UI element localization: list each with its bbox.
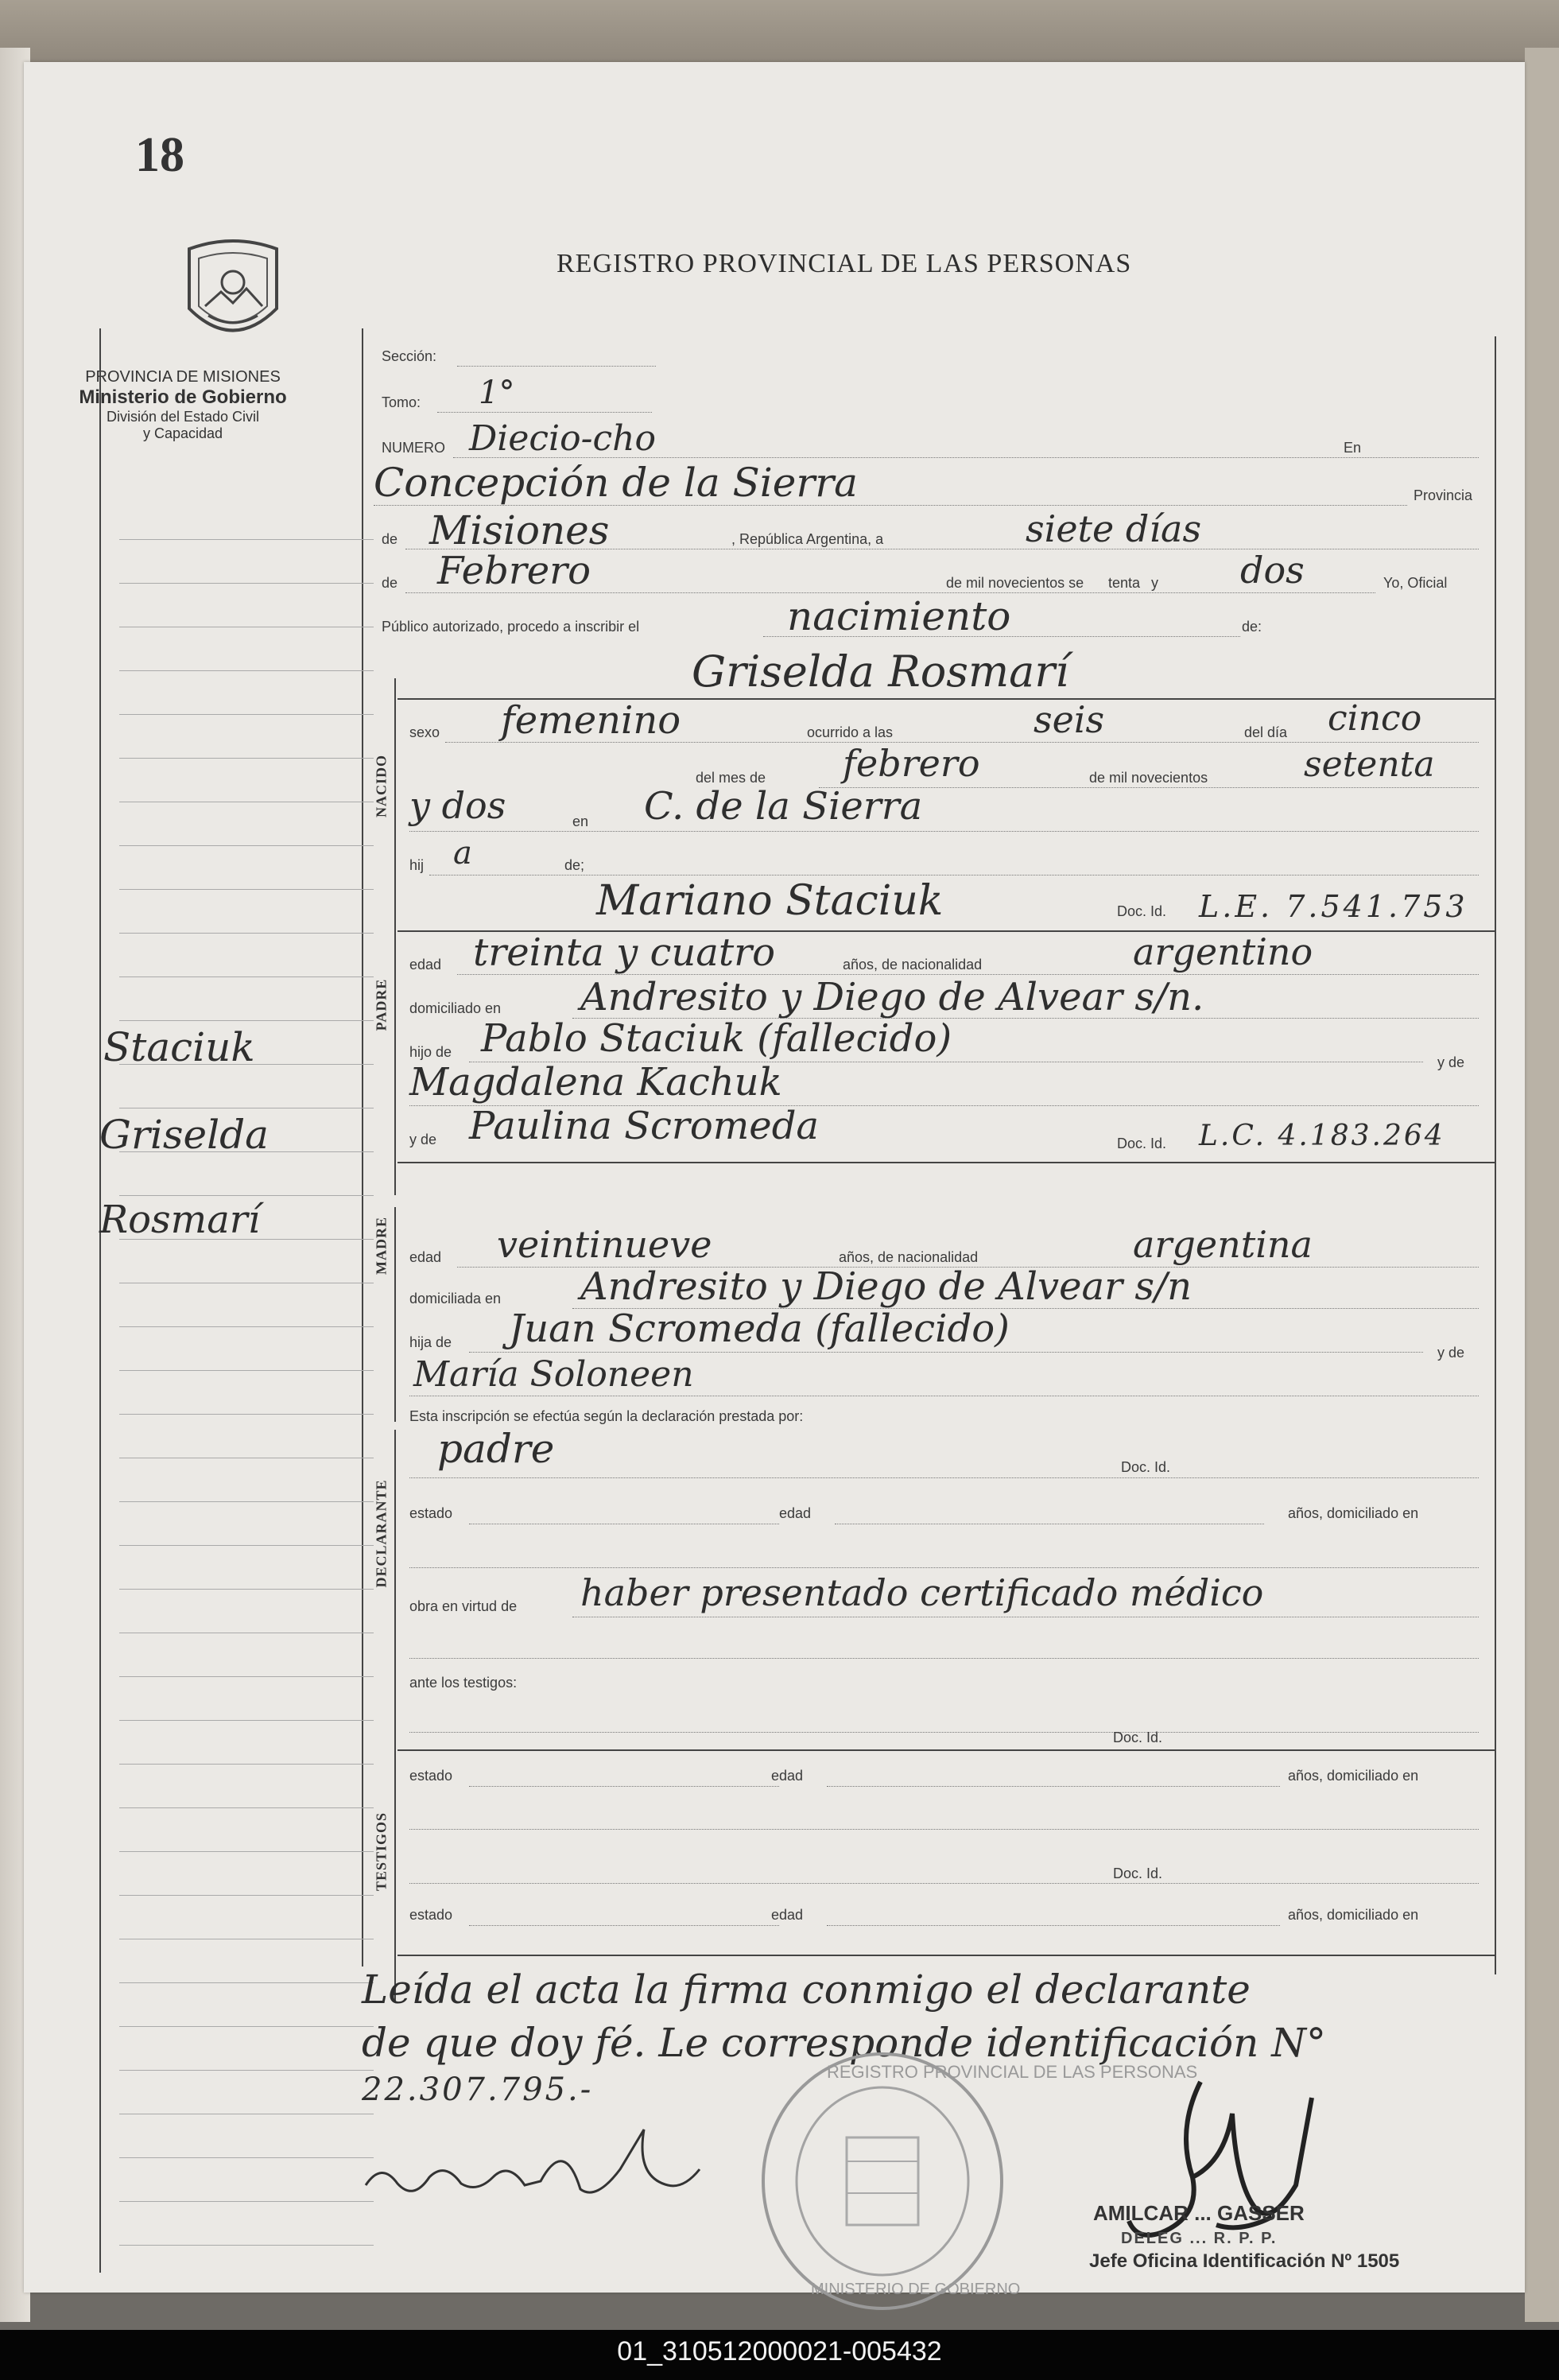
value-numero: Diecio-cho [469,418,656,459]
official-office: Jefe Oficina Identificación Nº 1505 [1089,2250,1400,2272]
line-estado-testigo-2 [469,1925,779,1926]
value-padre-hijo-de: Pablo Staciuk (fallecido) [481,1016,952,1061]
official-name: AMILCAR ... GASSER [1093,2201,1305,2225]
value-inscribir: nacimiento [787,593,1011,639]
value-madre-hija-de: Juan Scromeda (fallecido) [509,1306,1010,1351]
value-hij-suffix: a [453,835,472,872]
page-edge-right [1525,48,1559,2322]
margin-rule [119,1895,374,1896]
label-sexo: sexo [409,724,440,740]
nacido-bar [394,678,396,941]
margin-left-border [99,328,101,2273]
value-sexo: femenino [501,698,681,743]
margin-rule [119,714,374,715]
official-stamp-icon [759,2050,1006,2312]
label-doc-madre: Doc. Id. [1117,1136,1167,1151]
margin-rule [119,583,374,584]
margin-rule [119,976,374,977]
value-madre-doc: L.C. 4.183.264 [1199,1120,1445,1152]
label-estado-testigo-2: estado [409,1907,453,1923]
declarante-bar [394,1430,396,1748]
label-nac-padre: años, de nacionalidad [843,957,983,973]
rule-testigos-end [398,1955,1495,1956]
label-ocurrido: ocurrido a las [807,724,894,740]
label-doc-padre: Doc. Id. [1117,903,1167,919]
label-seccion: Sección: [382,348,437,364]
label-numero: NUMERO [382,440,445,456]
label-ante: ante los testigos: [409,1675,518,1691]
margin-rule [119,1545,374,1546]
margin-rule [119,758,374,759]
label-y-de-3: y de [1437,1345,1465,1361]
label-de-mil-1: de mil novecientos se [946,575,1084,591]
margin-rule [119,1807,374,1808]
line-edad-testigo-1 [827,1786,1280,1787]
line-hija-de [469,1352,1423,1353]
label-doc-testigo-1: Doc. Id. [1113,1730,1163,1745]
section-padre: PADRE [373,978,390,1031]
label-provincia: Provincia [1414,487,1473,503]
province-name: PROVINCIA DE MISIONES [85,368,281,386]
label-republica: , República Argentina, a [731,531,884,547]
label-de-1: de [382,531,398,547]
footer-band [0,2330,1559,2380]
declarant-signature [358,2114,708,2225]
label-anos-dom-declarante: años, domiciliado en [1288,1505,1419,1521]
section-testigos: TESTIGOS [373,1811,390,1892]
label-nac-madre: años, de nacionalidad [839,1249,979,1265]
margin-rule [119,1720,374,1721]
label-del-dia: del día [1244,724,1288,740]
margin-rule [119,1589,374,1590]
label-edad-madre: edad [409,1249,442,1265]
label-anos-dom-testigo-2: años, domiciliado en [1288,1907,1419,1923]
background-top [0,0,1559,72]
line-tomo [437,412,652,413]
label-del-mes: del mes de [696,770,766,786]
label-estado-testigo-1: estado [409,1768,453,1784]
label-de-semi: de; [564,857,585,873]
value-anio: dos [1240,549,1305,592]
value-nombre: Griselda Rosmarí [692,646,1069,697]
division-line-1: División del Estado Civil [106,409,260,425]
value-declarante: padre [437,1426,555,1472]
footer-id: 01_310512000021-005432 [617,2336,942,2366]
value-dia-nac: cinco [1328,698,1422,739]
line-estado-testigo-1 [469,1786,779,1787]
value-obra: haber presentado certificado médico [580,1571,1264,1614]
margin-right-border [362,328,363,1967]
value-anio-nac-a: setenta [1304,744,1435,785]
margin-rule [119,2070,374,2071]
label-edad-testigo-2: edad [771,1907,804,1923]
value-madre-edad: veintinueve [497,1223,712,1266]
margin-surname: Staciuk [103,1024,255,1070]
margin-rule [119,2201,374,2202]
label-y-de-2: y de [409,1132,437,1147]
margin-rule [119,1501,374,1502]
rule-testigos [398,1749,1495,1751]
label-hijo-de: hijo de [409,1044,452,1060]
line-numero [453,457,1479,458]
label-edad-testigo-1: edad [771,1768,804,1784]
margin-rule [119,2026,374,2027]
ministry-name: Ministerio de Gobierno [79,386,287,408]
document-title: REGISTRO PROVINCIAL DE LAS PERSONAS [557,249,1132,278]
label-de-colon: de: [1242,619,1262,635]
label-hij: hij [409,857,425,873]
value-padre-doc: L.E. 7.541.753 [1199,889,1468,924]
margin-rule [119,670,374,671]
margin-rule [119,1764,374,1765]
closing-line-3: 22.307.795.- [362,2071,594,2108]
margin-rule [119,1326,374,1327]
margin-rule [119,2245,374,2246]
margin-rule [119,2157,374,2158]
margin-middlename: Rosmarí [99,1198,261,1242]
value-provincia: Misiones [429,507,610,553]
line-dom-declarante [409,1567,1479,1568]
stamp-text: REGISTRO PROVINCIAL DE LAS PERSONAS [827,2062,1198,2082]
line-testigo-1 [409,1732,1479,1733]
label-dom-madre: domiciliada en [409,1291,502,1306]
value-padre-nac: argentino [1133,930,1313,973]
value-madre-dom: Andresito y Diego de Alvear s/n [580,1264,1193,1309]
closing-line-2: de que doy fé. Le corresponde identificación N° [362,2020,1326,2066]
margin-rule [119,539,374,540]
label-obra: obra en virtud de [409,1598,518,1614]
label-en: En [1344,440,1362,456]
line-inscribir [763,636,1240,637]
margin-rule [119,1851,374,1852]
margin-rule [119,845,374,846]
value-madre-nombre: Paulina Scromeda [469,1104,820,1148]
label-estado-declarante: estado [409,1505,453,1521]
label-dom-padre: domiciliado en [409,1000,502,1016]
value-padre-madre: Magdalena Kachuk [409,1060,782,1105]
rule-madre [398,1162,1495,1163]
label-en-lugar: en [572,813,589,829]
value-tomo: 1° [479,375,515,411]
value-mes: Febrero [437,549,591,593]
margin-rule [119,1370,374,1371]
label-edad-padre: edad [409,957,442,973]
value-anio-nac-b: y dos [409,784,506,827]
document-sheet [24,62,1525,2298]
line-lugar [374,505,1407,506]
label-doc-declarante: Doc. Id. [1121,1459,1171,1475]
label-de-2: de [382,575,398,591]
line-dom-testigo-1 [409,1829,1479,1830]
label-anos-dom-testigo-1: años, domiciliado en [1288,1768,1419,1784]
label-y: y [1151,575,1158,591]
label-de-mil-2: de mil novecientos [1089,770,1208,786]
value-hora: seis [1034,698,1105,741]
value-padre-nombre: Mariano Staciuk [596,877,944,925]
margin-firstname: Griselda [99,1112,269,1158]
line-declarante [409,1477,1479,1478]
line-seccion [457,366,656,367]
province-seal-icon [173,233,293,352]
value-tenta: tenta [1108,575,1141,591]
label-edad-declarante: edad [779,1505,812,1521]
margin-rule [119,1982,374,1983]
page-number: 18 [135,128,184,182]
line-edad-testigo-2 [827,1925,1280,1926]
label-doc-testigo-2: Doc. Id. [1113,1866,1163,1881]
margin-rule [119,1676,374,1677]
margin-rule [119,1195,374,1196]
line-hij [429,875,1479,876]
margin-rule [119,933,374,934]
label-tomo: Tomo: [382,394,421,410]
line-obra-2 [409,1658,1479,1659]
value-padre-edad: treinta y cuatro [473,930,775,975]
stamp-bottom-text: MINISTERIO DE GOBIERNO [811,2281,1021,2298]
label-inscripcion: Esta inscripción se efectúa según la declaración prestada por: [409,1408,804,1424]
label-publico: Público autorizado, procedo a inscribir el [382,619,640,635]
division-line-2: y Capacidad [142,425,223,441]
value-lugar: Concepción de la Sierra [374,460,858,506]
value-dia: siete días [1026,507,1202,550]
value-madre-nac: argentina [1133,1223,1313,1266]
value-madre-madre: María Soloneen [413,1354,694,1395]
line-lugar-nac [409,831,1479,832]
line-testigo-2 [409,1883,1479,1884]
label-y-de-1: y de [1437,1054,1465,1070]
section-declarante: DECLARANTE [373,1479,390,1588]
testigos-bar [394,1748,396,2002]
margin-rule [119,889,374,890]
margin-rule [119,1414,374,1415]
section-madre: MADRE [373,1217,390,1275]
value-mes-nac: febrero [843,742,980,785]
form-right-border [1495,336,1496,1974]
label-yo-oficial: Yo, Oficial [1383,575,1448,591]
value-padre-dom: Andresito y Diego de Alvear s/n. [580,975,1204,1019]
value-lugar-nac: C. de la Sierra [644,784,923,829]
label-hija-de: hija de [409,1334,452,1350]
closing-line-1: Leída el acta la firma conmigo el declarante [362,1967,1251,2013]
margin-rule [119,1020,374,1021]
section-nacido: NACIDO [373,755,390,818]
official-role: DELEG ... R. P. P. [1121,2230,1278,2247]
padre-bar [394,941,396,1195]
madre-bar [394,1207,396,1422]
